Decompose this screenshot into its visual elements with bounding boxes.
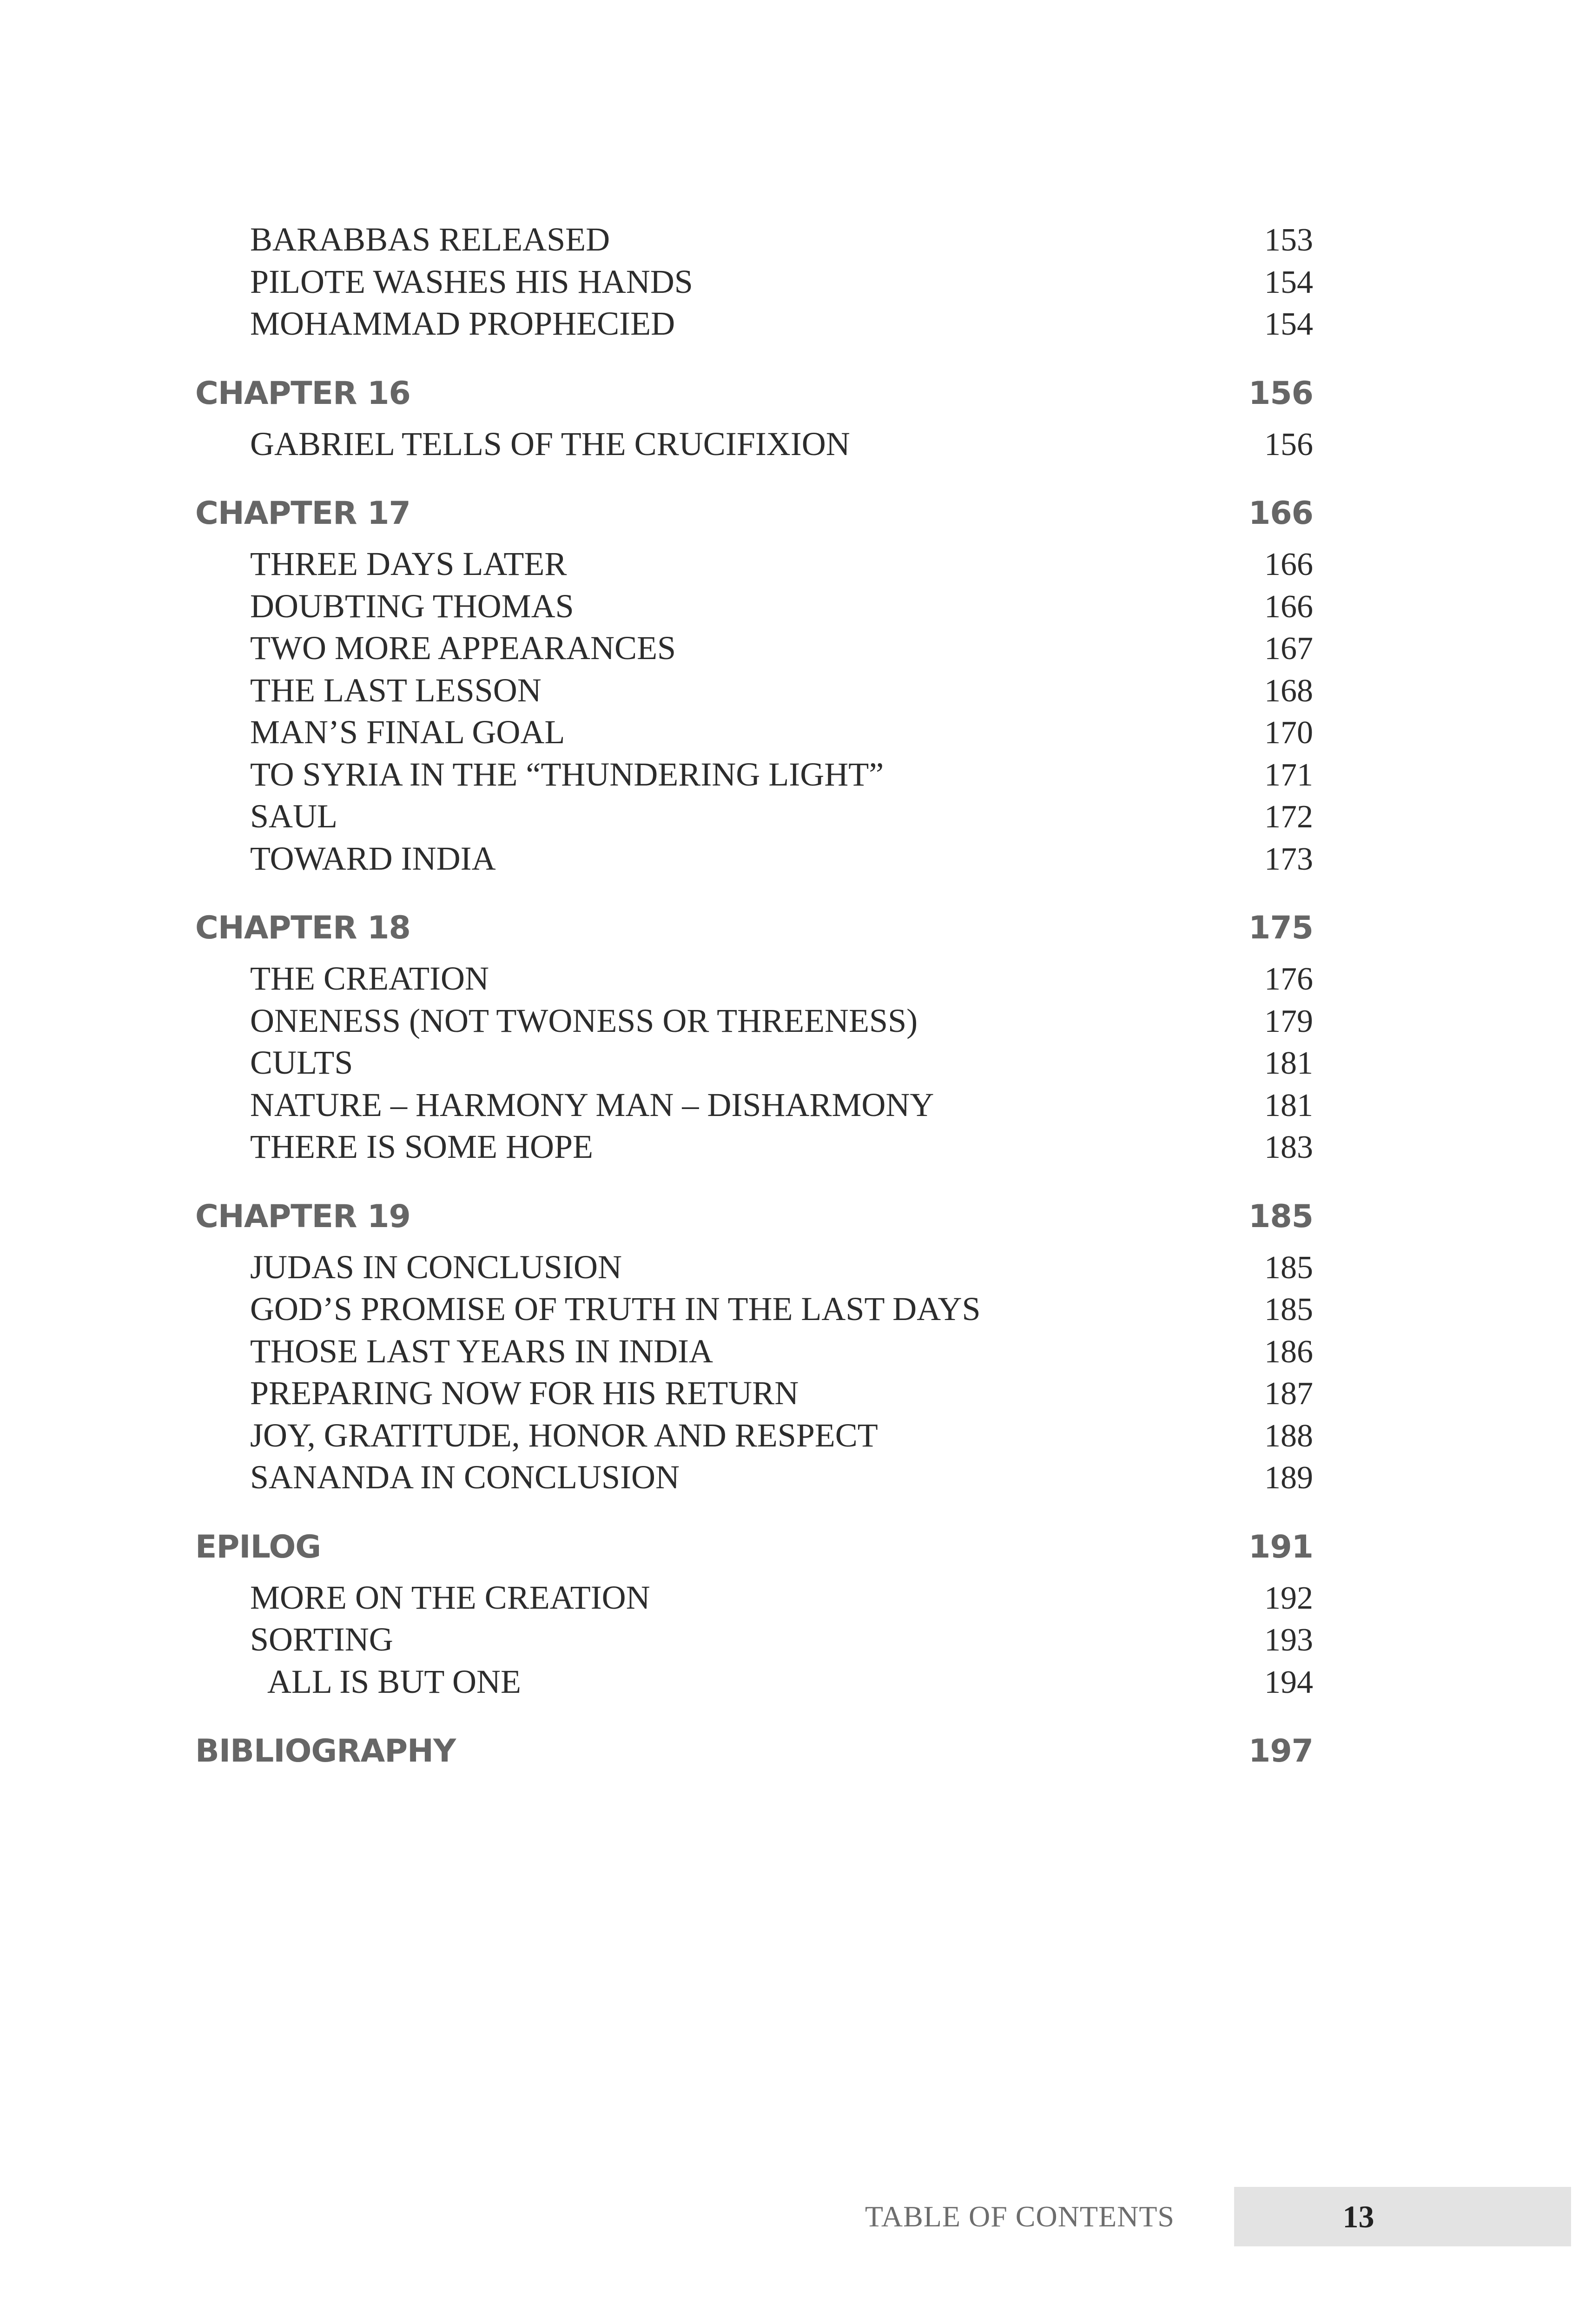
toc-entry (195, 627, 1313, 669)
chapter-page: 191 (1248, 1528, 1313, 1565)
toc-entry (195, 303, 1313, 345)
toc-entry-title: ONENESS (NOT TWONESS OR THREENESS) (250, 1002, 918, 1039)
toc-entry (195, 1372, 1313, 1414)
toc-entry (195, 753, 1313, 796)
toc-entry-title: MAN’S FINAL GOAL (250, 713, 565, 751)
toc-entry-title: THERE IS SOME HOPE (250, 1128, 594, 1165)
toc-entry-title: NATURE – HARMONY MAN – DISHARMONY (250, 1086, 934, 1123)
toc-entry (195, 1246, 1313, 1288)
toc-chapter-heading (195, 903, 1313, 954)
toc-entry-page: 183 (1264, 1129, 1313, 1165)
toc-entry-title: THOSE LAST YEARS IN INDIA (250, 1332, 713, 1370)
toc-entry (195, 261, 1313, 303)
toc-entry-title: THE CREATION (250, 960, 489, 997)
toc-entry-title: SORTING (250, 1621, 393, 1658)
toc-entry (195, 1126, 1313, 1168)
toc-chapter-heading (195, 1191, 1313, 1242)
toc-entry-page: 173 (1264, 841, 1313, 877)
toc-entry-page: 166 (1264, 547, 1313, 582)
toc-entry (195, 669, 1313, 712)
toc-entry-title: THREE DAYS LATER (250, 545, 567, 582)
toc-entry (195, 1577, 1313, 1619)
toc-entry-title: MOHAMMAD PROPHECIED (250, 305, 675, 342)
toc-entry-title: JUDAS IN CONCLUSION (250, 1248, 622, 1286)
toc-entry (195, 1414, 1313, 1457)
page-footer (0, 2187, 1592, 2246)
footer-label: TABLE OF CONTENTS (865, 2200, 1175, 2233)
toc-entry (195, 423, 1313, 465)
toc-entry-page: 170 (1264, 715, 1313, 751)
chapter-page: 185 (1248, 1198, 1313, 1235)
chapter-title: BIBLIOGRAPHY (195, 1733, 456, 1769)
toc-entry-page: 172 (1264, 799, 1313, 835)
toc-entry (195, 1618, 1313, 1661)
table-of-contents (195, 218, 1313, 1781)
toc-chapter-heading (195, 368, 1313, 419)
chapter-page: 175 (1248, 910, 1313, 946)
toc-entry-page: 154 (1264, 264, 1313, 300)
toc-entry-title: THE LAST LESSON (250, 671, 542, 709)
toc-entry-title: DOUBTING THOMAS (250, 587, 574, 625)
chapter-title: CHAPTER 19 (195, 1198, 410, 1235)
toc-entry-title: ALL IS BUT ONE (267, 1663, 521, 1700)
toc-entry-page: 181 (1264, 1045, 1313, 1081)
toc-entry-page: 186 (1264, 1334, 1313, 1370)
toc-entry (195, 1288, 1313, 1330)
chapter-title: CHAPTER 16 (195, 375, 410, 412)
chapter-title: CHAPTER 18 (195, 910, 410, 946)
toc-entry-title: TWO MORE APPEARANCES (250, 629, 676, 667)
toc-entry-page: 192 (1264, 1580, 1313, 1616)
toc-entry-page: 185 (1264, 1249, 1313, 1286)
chapter-title: CHAPTER 17 (195, 495, 410, 532)
toc-entry-title: GABRIEL TELLS OF THE CRUCIFIXION (250, 425, 850, 462)
toc-entry (195, 795, 1313, 838)
chapter-page: 166 (1248, 495, 1313, 532)
toc-entry (195, 585, 1313, 627)
toc-entry-title: CULTS (250, 1044, 353, 1081)
toc-entry (195, 838, 1313, 880)
toc-entry-page: 156 (1264, 426, 1313, 462)
toc-entry-title: JOY, GRATITUDE, HONOR AND RESPECT (250, 1416, 878, 1454)
toc-entry-title: PREPARING NOW FOR HIS RETURN (250, 1374, 799, 1412)
page-number: 13 (1342, 2199, 1374, 2234)
chapter-page: 156 (1248, 375, 1313, 412)
toc-entry-page: 166 (1264, 588, 1313, 625)
toc-entry-page: 176 (1264, 961, 1313, 997)
toc-entry-page: 168 (1264, 673, 1313, 709)
toc-chapter-heading (195, 488, 1313, 539)
toc-entry-title: BARABBAS RELEASED (250, 221, 610, 258)
toc-entry-title: MORE ON THE CREATION (250, 1578, 650, 1616)
toc-entry (195, 957, 1313, 1000)
toc-entry-page: 193 (1264, 1622, 1313, 1658)
toc-entry-title: TOWARD INDIA (250, 839, 496, 877)
toc-entry (195, 1456, 1313, 1499)
toc-entry-page: 185 (1264, 1292, 1313, 1327)
toc-entry-title: GOD’S PROMISE OF TRUTH IN THE LAST DAYS (250, 1290, 981, 1327)
toc-entry-page: 167 (1264, 631, 1313, 667)
toc-entry-title: SAUL (250, 798, 338, 835)
toc-entry (195, 711, 1313, 753)
toc-entry (195, 1042, 1313, 1084)
toc-entry (195, 1661, 1313, 1703)
chapter-title: EPILOG (195, 1528, 321, 1565)
toc-entry (195, 1084, 1313, 1126)
toc-entry (195, 1330, 1313, 1373)
toc-entry-page: 189 (1264, 1460, 1313, 1496)
toc-entry-page: 154 (1264, 306, 1313, 342)
toc-chapter-heading (195, 1726, 1313, 1777)
toc-entry-title: TO SYRIA IN THE “THUNDERING LIGHT” (250, 755, 884, 793)
toc-chapter-heading (195, 1522, 1313, 1573)
toc-entry (195, 1000, 1313, 1042)
toc-entry-title: SANANDA IN CONCLUSION (250, 1459, 680, 1496)
toc-entry-page: 187 (1264, 1376, 1313, 1412)
toc-entry (195, 543, 1313, 585)
toc-entry-page: 179 (1264, 1003, 1313, 1039)
toc-entry-page: 153 (1264, 222, 1313, 258)
toc-entry-page: 171 (1264, 757, 1313, 793)
toc-entry-page: 181 (1264, 1087, 1313, 1123)
chapter-page: 197 (1248, 1733, 1313, 1769)
toc-entry-page: 188 (1264, 1418, 1313, 1454)
toc-entry-title: PILOTE WASHES HIS HANDS (250, 263, 693, 300)
toc-entry-page: 194 (1264, 1664, 1313, 1700)
toc-entry (195, 218, 1313, 261)
